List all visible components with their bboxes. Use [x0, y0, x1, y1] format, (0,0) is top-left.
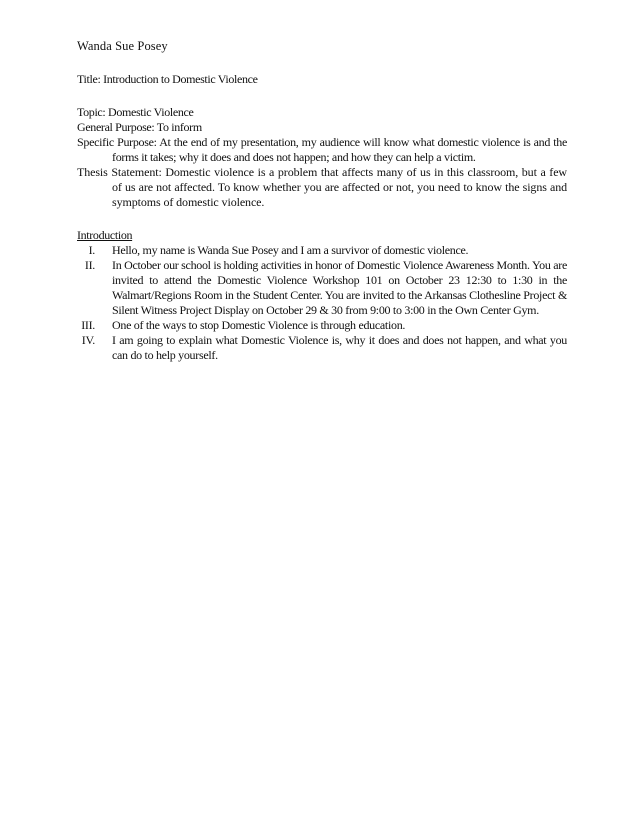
- document-body: [77, 39, 567, 363]
- outline-text: In October our school is holding activities in honor of Domestic Violence Awareness Month. You are invited to attend the Domestic Violence Workshop 101 on October 23 12:30 to 1:30 in the Walmart/Regions Room in the Student Center. You are invited to the Arkansas Clothesline Project & Silent Witness Project Display on October 29 & 30 from 9:00 to 3:00 in the Own Center Gym.: [112, 258, 567, 317]
- introduction-heading: Introduction: [77, 228, 133, 242]
- specific-purpose-line: Specific Purpose: At the end of my presentation, my audience will know what domestic violence is and the forms it takes; why it does and does not happen; and how they can help a victim.: [77, 135, 567, 164]
- speech-title: Title: Introduction to Domestic Violence: [77, 72, 258, 86]
- outline-item: [77, 333, 567, 363]
- outline-item: [77, 243, 567, 258]
- outline-numeral: IV.: [81, 333, 95, 347]
- outline-numeral: II.: [84, 258, 95, 272]
- author-name: Wanda Sue Posey: [77, 39, 168, 53]
- general-purpose-line: General Purpose: To inform: [77, 120, 202, 134]
- outline-item: [77, 318, 567, 333]
- introduction-outline: [77, 243, 567, 363]
- outline-numeral: III.: [81, 318, 95, 332]
- outline-numeral: I.: [88, 243, 95, 257]
- outline-text: I am going to explain what Domestic Violence is, why it does and does not happen, and what you can do to help yourself.: [112, 333, 567, 362]
- topic-line: Topic: Domestic Violence: [77, 105, 194, 119]
- outline-text: Hello, my name is Wanda Sue Posey and I am a survivor of domestic violence.: [112, 243, 469, 257]
- outline-text: One of the ways to stop Domestic Violence is through education.: [112, 318, 406, 332]
- outline-item: [77, 258, 567, 318]
- thesis-statement: Thesis Statement: Domestic violence is a problem that affects many of us in this classroom, but a few of us are not affected. To know whether you are affected or not, you need to know the signs and symptoms of domestic violence.: [77, 165, 567, 209]
